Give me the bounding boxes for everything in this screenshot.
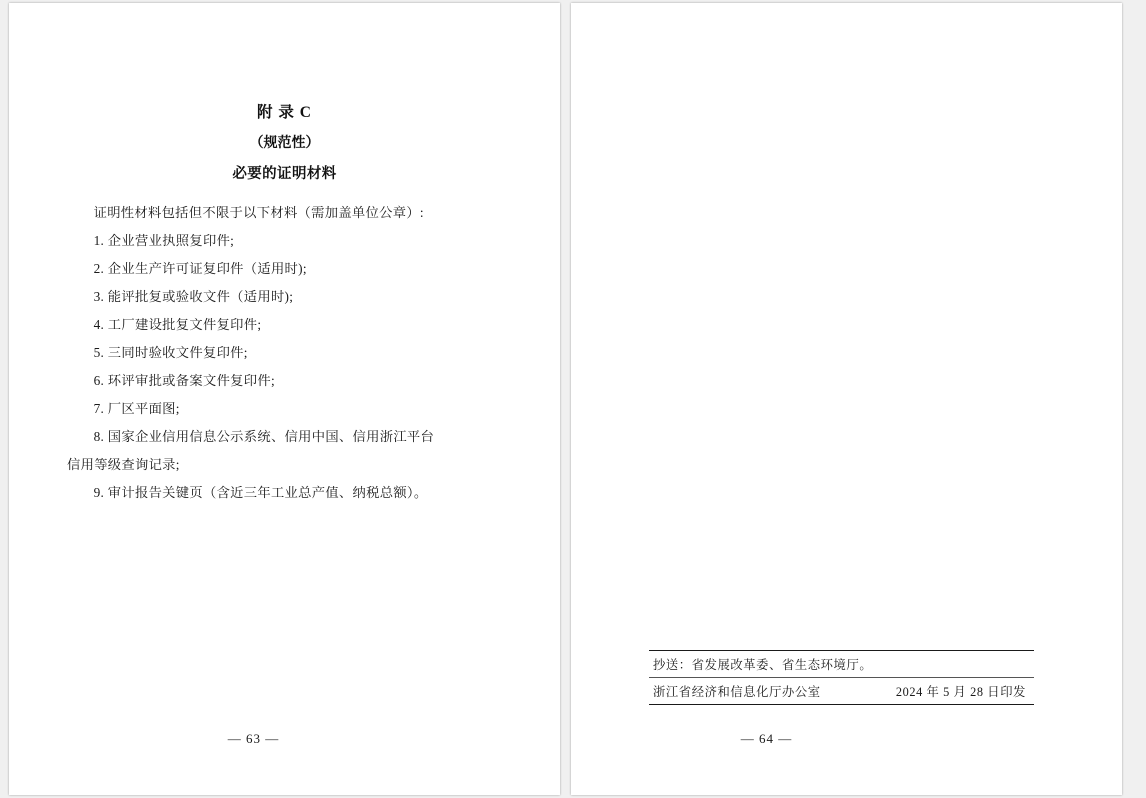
distribution-bottom-rule [649, 704, 1034, 705]
page-number: — 63 — [227, 731, 280, 746]
distribution-block [649, 650, 1034, 705]
list-item: 9. 审计报告关键页（含近三年工业总产值、纳税总额）。 [93, 485, 428, 500]
list-item: 6. 环评审批或备案文件复印件; [93, 373, 275, 388]
distribution-issuer: 浙江省经济和信息化厅办公室 [653, 685, 821, 699]
document-page-63 [9, 3, 560, 795]
page-content-63 [9, 3, 560, 795]
distribution-copy-label: 抄送：省发展改革委、省生态环境厅。 [653, 658, 873, 672]
page-number: — 64 — [740, 731, 793, 746]
appendix-title: 附 录 C [257, 104, 312, 121]
intro-paragraph: 证明性材料包括但不限于以下材料（需加盖单位公章）: [93, 205, 424, 220]
list-item: 5. 三同时验收文件复印件; [93, 345, 248, 360]
list-item: 4. 工厂建设批复文件复印件; [93, 317, 262, 332]
distribution-issuer-row [649, 678, 1034, 704]
list-item: 2. 企业生产许可证复印件（适用时); [93, 261, 307, 276]
list-item: 8. 国家企业信用信息公示系统、信用中国、信用浙江平台 [93, 429, 435, 444]
list-item-continuation: 信用等级查询记录; [67, 457, 180, 472]
distribution-issue-date: 2024 年 5 月 28 日印发 [895, 685, 1026, 699]
appendix-subtitle: （规范性） [249, 136, 320, 151]
distribution-copy-row [649, 651, 1034, 677]
appendix-heading: 必要的证明材料 [232, 166, 337, 182]
list-item: 7. 厂区平面图; [93, 401, 180, 416]
document-page-64 [571, 3, 1122, 795]
list-item: 3. 能评批复或验收文件（适用时); [93, 289, 294, 304]
list-item: 1. 企业营业执照复印件; [93, 233, 235, 248]
